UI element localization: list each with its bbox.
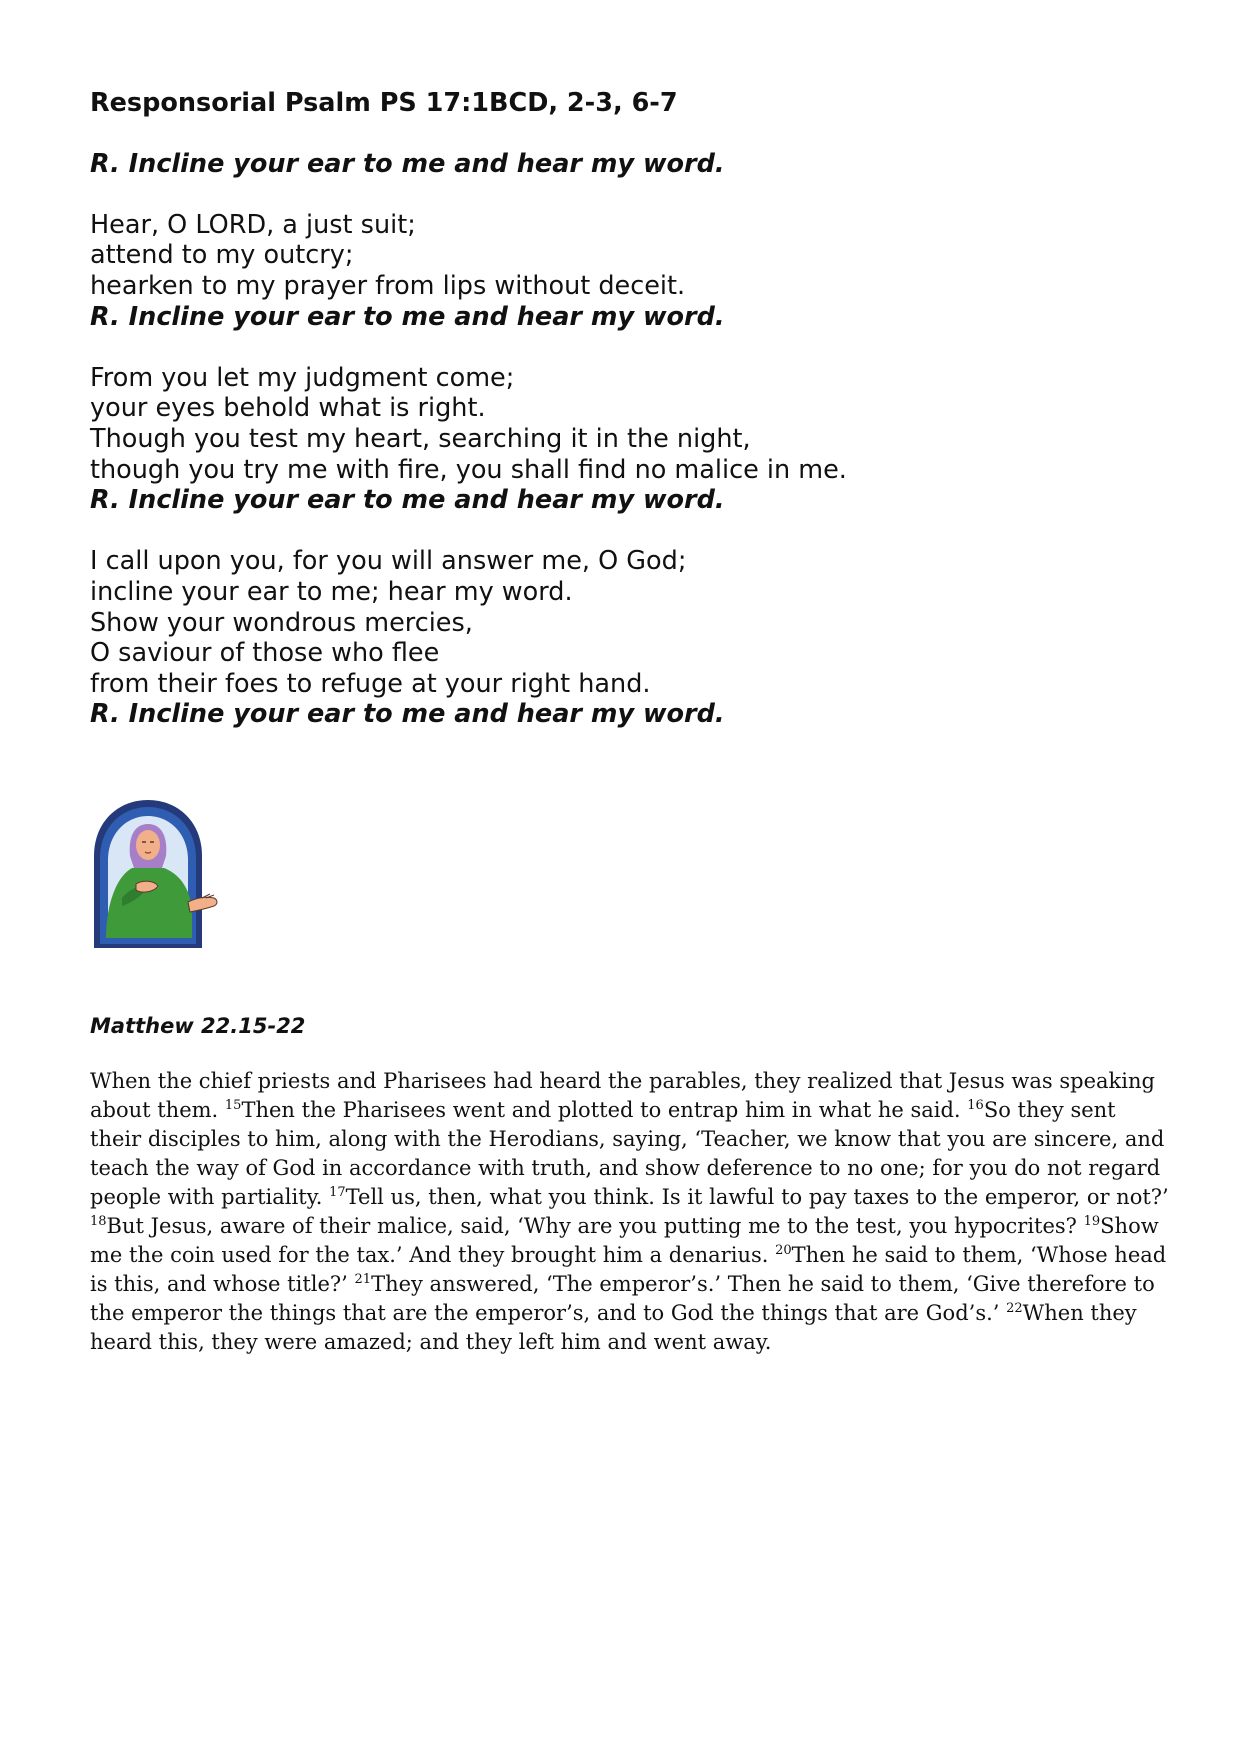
stanza-line: Hear, O LORD, a just suit; [90,209,416,240]
psalm-refrain-intro [90,149,1170,180]
psalm-title: Responsorial Psalm PS 17:1BCD, 2-3, 6-7 [90,88,678,118]
stanza-line: I call upon you, for you will answer me, O God; [90,546,687,577]
verse-number: 21 [354,1272,372,1287]
verse-text: When they heard this, they were amazed; and they left him and went away. [90,1301,1137,1354]
stanza-line: From you let my judgment come; [90,362,515,393]
stanza-line: incline your ear to me; hear my word. [90,576,573,607]
figure-in-arched-window-icon [92,798,226,950]
stanza-line: attend to my outcry; [90,240,354,271]
stanza-line: Show your wondrous mercies, [90,607,473,638]
psalm-stanza-3 [90,546,1170,730]
psalm-stanza-2 [90,363,1170,516]
verse-text: Then he said to them, ‘Whose head is this, and whose title?’ [90,1243,1167,1296]
refrain-line: R. Incline your ear to me and hear my word. [90,301,725,332]
verse-number: 20 [775,1243,792,1258]
verse-text: But Jesus, aware of their malice, said, ‘Why are you putting me to the test, you hypocrites? [106,1214,1084,1238]
verse-number: 17 [329,1185,346,1200]
gospel-section [90,1013,1170,1357]
verse-number: 18 [90,1214,107,1229]
verse-text: Tell us, then, what you think. Is it lawful to pay taxes to the emperor, or not?’ [345,1185,1169,1209]
verse-number: 16 [967,1098,984,1113]
verse-number: 19 [1083,1214,1101,1229]
stanza-line: Though you test my heart, searching it in the night, [90,423,751,454]
verse-text: When the chief priests and Pharisees had heard the parables, they realized that Jesus was speaking about them. [90,1069,1155,1122]
refrain-line: R. Incline your ear to me and hear my word. [90,148,725,179]
gospel-text [90,1067,1170,1357]
verse-number: 15 [224,1098,242,1113]
stanza-line: hearken to my prayer from lips without deceit. [90,270,686,301]
psalm-section [90,88,1170,760]
stanza-line: from their foes to refuge at your right hand. [90,668,651,699]
verse-number: 22 [1006,1301,1023,1316]
stanza-line: your eyes behold what is right. [90,393,486,424]
refrain-line: R. Incline your ear to me and hear my word. [90,485,725,516]
verse-text: Then the Pharisees went and plotted to entrap him in what he said. [241,1098,968,1122]
stanza-line: O saviour of those who flee [90,638,440,669]
gospel-title: Matthew 22.15-22 [90,1014,306,1038]
refrain-line: R. Incline your ear to me and hear my word. [90,699,725,730]
verse-text: So they sent their disciples to him, along with the Herodians, saying, ‘Teacher, we know that you are sincere, and teach the way of God in accordance with truth, and show deference to no one; for you do not regard people with partiality. [90,1098,1165,1209]
verse-text: Show me the coin used for the tax.’ And they brought him a denarius. [90,1214,1159,1267]
psalm-stanza-1 [90,210,1170,332]
stanza-line: though you try me with fire, you shall find no malice in me. [90,454,847,485]
verse-text: They answered, ‘The emperor’s.’ Then he said to them, ‘Give therefore to the emperor the things that are the emperor’s, and to God the things that are God’s.’ [90,1272,1155,1325]
